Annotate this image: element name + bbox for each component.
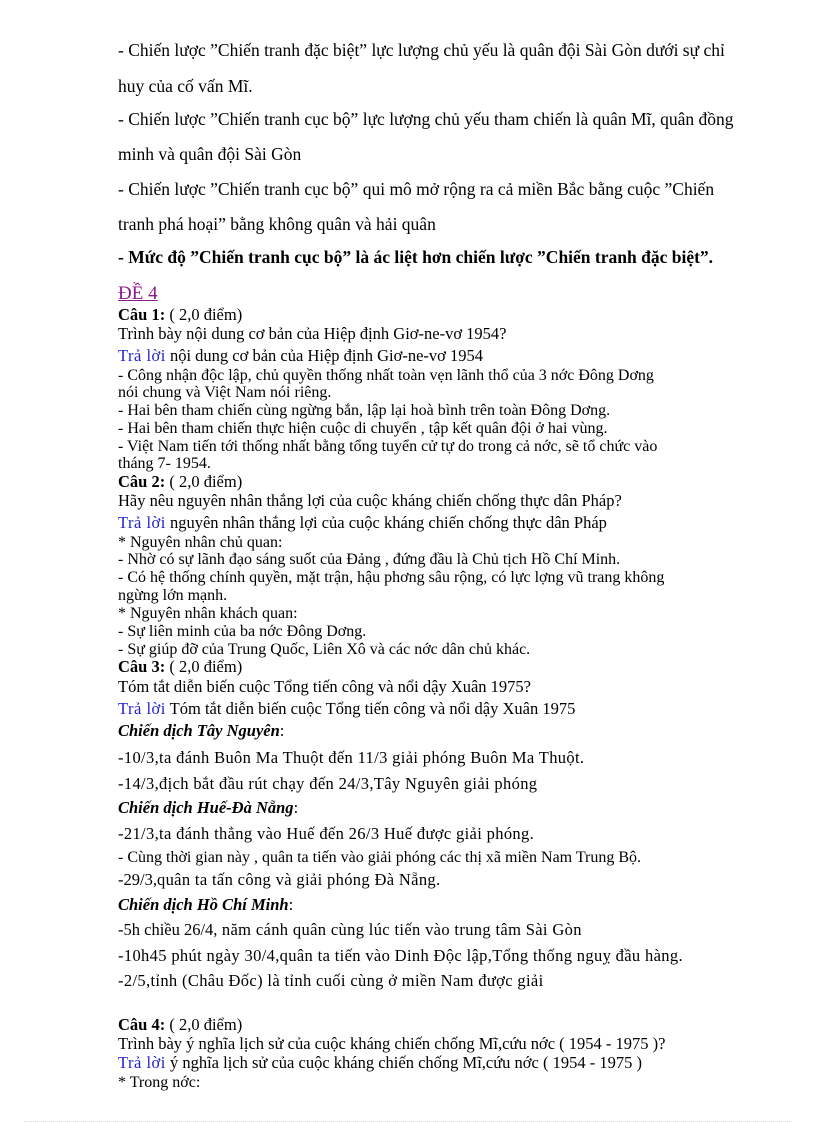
q1-answer-title: nội dung cơ bản của Hiệp định Giơ-ne-vơ 1954 (165, 346, 483, 365)
q2-question: Hãy nêu nguyên nhân thắng lợi của cuộc kháng chiến chống thực dân Pháp? (118, 491, 622, 510)
campaign-tay-nguyen-title: Chiến dịch Tây Nguyên (118, 721, 280, 740)
q3-answer-title: Tóm tắt diễn biến cuộc Tổng tiến công và nổi dậy Xuân 1975 (165, 699, 576, 718)
q1-points: ( 2,0 điểm) (165, 305, 243, 324)
campaign-ho-chi-minh-title: Chiến dịch Hồ Chí Minh (118, 895, 289, 914)
q3-line: -14/3,địch bắt đầu rút chạy đến 24/3,Tây Nguyên giải phóng (118, 774, 538, 793)
intro-line-6: tranh phá hoại” bằng không quân và hải quân (118, 214, 436, 234)
answer-label: Trả lời (118, 1053, 166, 1072)
q4-answer (118, 1055, 642, 1072)
date-29-3: -29/3, (118, 870, 157, 889)
q2-line: - Sự giúp đỡ của Trung Quốc, Liên Xô và các nớc dân chủ khác. (118, 641, 531, 658)
answer-label: Trả lời (118, 346, 166, 365)
q1-label: Câu 1: (118, 305, 166, 324)
q3-line: -2/5,tỉnh (Châu Đốc) là tỉnh cuối cùng ở miền Nam được giải (118, 971, 544, 990)
q1-answer (118, 348, 483, 365)
q4-answer-title: ý nghĩa lịch sử của cuộc kháng chiến chống Mĩ,cứu nớc ( 1954 - 1975 ) (165, 1053, 642, 1072)
q4-line: * Trong nớc: (118, 1074, 201, 1091)
campaign-title: Chiến dịch Tây Nguyên: (118, 721, 285, 740)
q1-line: nói chung và Việt Nam nói riêng. (118, 384, 332, 401)
page-bottom-divider (24, 1121, 792, 1122)
campaign-hue-da-nang-title: Chiến dịch Huế-Đà Nẵng (118, 798, 294, 817)
q1-header (118, 307, 242, 324)
answer-label: Trả lời (118, 513, 166, 532)
q1-line: - Hai bên tham chiến cùng ngừng bắn, lập lại hoà bình trên toàn Đông Dơng. (118, 402, 611, 419)
q1-question: Trình bày nội dung cơ bản của Hiệp định Giơ-ne-vơ 1954? (118, 324, 507, 343)
intro-line-5: - Chiến lược ”Chiến tranh cục bộ” qui mô mở rộng ra cả miền Bắc bằng cuộc ”Chiến (118, 179, 715, 199)
q3-question: Tóm tắt diễn biến cuộc Tổng tiến công và nổi dậy Xuân 1975? (118, 677, 532, 696)
q3-line (118, 922, 582, 939)
q3-line: - Cùng thời gian này , quân ta tiến vào giải phóng các thị xã miền Nam Trung Bộ. (118, 849, 642, 866)
q3-line: -21/3,ta đánh thẳng vào Huế đến 26/3 Huế được giải phóng. (118, 824, 535, 843)
q1-line: - Công nhận độc lập, chủ quyền thống nhất toàn vẹn lãnh thổ của 3 nớc Đông Dơng (118, 367, 654, 384)
q3-answer (118, 701, 575, 718)
q4-label: Câu 4: (118, 1015, 166, 1034)
q3-line: -10h45 phút ngày 30/4,quân ta tiến vào Dinh Độc lập,Tổng thống nguỵ đầu hàng. (118, 946, 683, 965)
q4-points: ( 2,0 điểm) (165, 1015, 243, 1034)
intro-line-7: - Mức độ ”Chiến tranh cục bộ” là ác liệt hơn chiến lược ”Chiến tranh đặc biệt”. (118, 247, 714, 267)
q2-line: ngừng lớn mạnh. (118, 587, 228, 604)
campaign-title: Chiến dịch Hồ Chí Minh: (118, 895, 294, 914)
q2-line: - Sự liên minh của ba nớc Đông Dơng. (118, 623, 367, 640)
q4-header (118, 1017, 242, 1034)
q2-header (118, 474, 242, 491)
answer-label: Trả lời (118, 699, 166, 718)
q2-answer (118, 515, 607, 532)
intro-line-2: huy của cố vấn Mĩ. (118, 76, 253, 96)
q3-label: Câu 3: (118, 657, 166, 676)
q4-question: Trình bày ý nghĩa lịch sử của cuộc kháng chiến chống Mĩ,cứu nớc ( 1954 - 1975 )? (118, 1034, 666, 1053)
q2-line: - Nhờ có sự lãnh đạo sáng suốt của Đảng , đứng đầu là Chủ tịch Hồ Chí Minh. (118, 551, 621, 568)
intro-line-1: - Chiến lược ”Chiến tranh đặc biệt” lực lượng chủ yếu là quân đội Sài Gòn dưới sự chỉ (118, 40, 725, 60)
da-nang-text: quân ta tấn công và giải phóng Đà Nẵng. (156, 870, 441, 889)
date-26-4: -5h chiều 26/4, (118, 920, 218, 939)
saigon-text: năm cánh quân cùng lúc tiến vào trung tâm Sài Gòn (217, 920, 582, 939)
q2-answer-title: nguyên nhân thắng lợi của cuộc kháng chiến chống thực dân Pháp (165, 513, 607, 532)
q2-line: * Nguyên nhân chủ quan: (118, 534, 283, 551)
intro-line-4: minh và quân đội Sài Gòn (118, 144, 302, 164)
q3-points: ( 2,0 điểm) (165, 657, 243, 676)
q3-line (118, 872, 441, 889)
q2-line: * Nguyên nhân khách quan: (118, 605, 298, 622)
q3-header (118, 659, 242, 676)
q1-line: - Hai bên tham chiến thực hiện cuộc di chuyển , tập kết quân đội ở hai vùng. (118, 420, 608, 437)
campaign-title: Chiến dịch Huế-Đà Nẵng: (118, 798, 299, 817)
q3-line: -10/3,ta đánh Buôn Ma Thuột đến 11/3 giải phóng Buôn Ma Thuột. (118, 748, 585, 767)
exam-heading: ĐỀ 4 (118, 283, 158, 304)
intro-line-3: - Chiến lược ”Chiến tranh cục bộ” lực lượng chủ yếu tham chiến là quân Mĩ, quân đồng (118, 109, 734, 129)
q2-label: Câu 2: (118, 472, 166, 491)
q2-line: - Có hệ thống chính quyền, mặt trận, hậu phơng sâu rộng, có lực lợng vũ trang không (118, 569, 665, 586)
q1-line: tháng 7- 1954. (118, 455, 211, 472)
q2-points: ( 2,0 điểm) (165, 472, 243, 491)
q1-line: - Việt Nam tiến tới thống nhất bằng tổng tuyển cử tự do trong cả nớc, sẽ tổ chức vào (118, 438, 658, 455)
